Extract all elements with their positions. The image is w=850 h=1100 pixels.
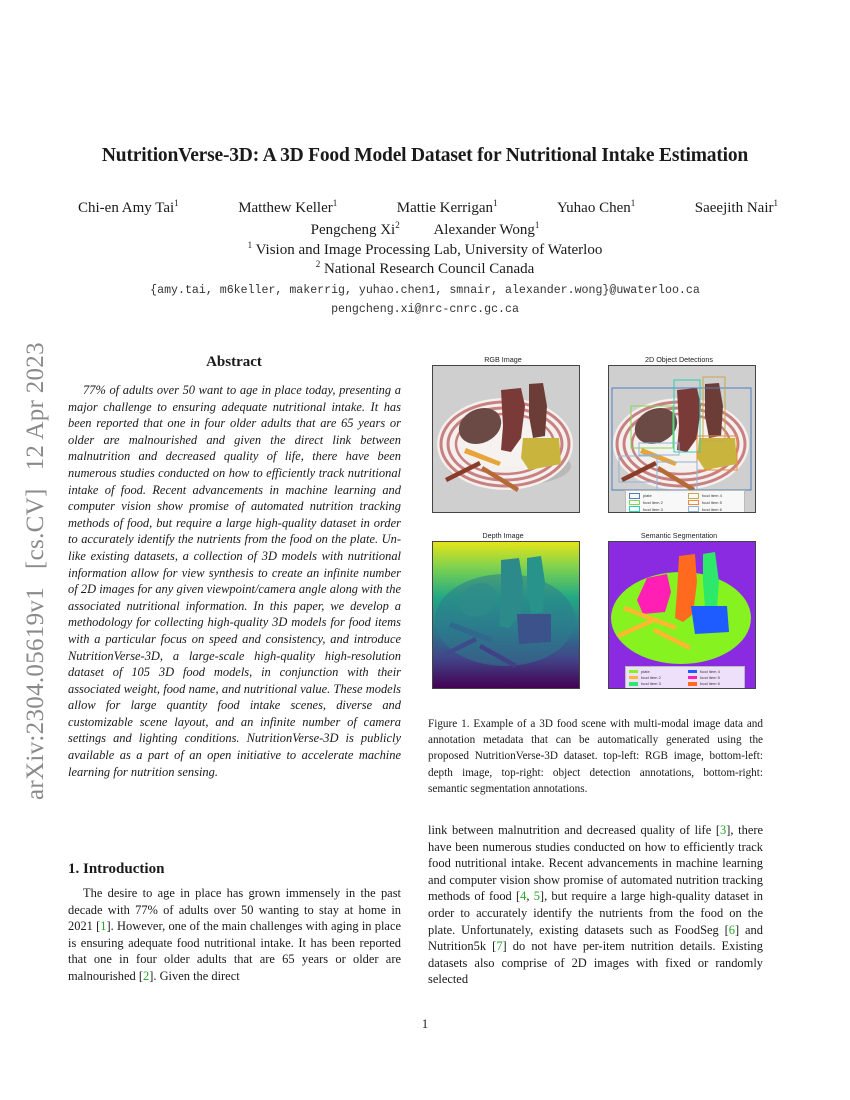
panel-title-rgb: RGB Image [484, 355, 522, 364]
abstract-heading: Abstract [206, 354, 262, 370]
panel-title-segmentation: Semantic Segmentation [640, 531, 718, 540]
panel-title-depth: Depth Image [482, 531, 524, 540]
author: Alexander Wong$^1$ [433, 220, 540, 238]
legend-item: food item 2 [629, 500, 682, 506]
introduction-paragraph-left: The desire to age in place has grown immensely in the past decade with 77% of adults over 50 wanting to stay at home in 2021 [1]. However, one of the main challenges with aging in place is ensuring adequate food nutritional intake. It has been reported that one in four older adults that are 65 years or older are malnourished [2]. Given the direct [68, 886, 401, 983]
depth-image [432, 541, 580, 689]
author-email: pengcheng.xi@nrc-cnrc.gc.ca [331, 303, 519, 316]
legend-item: food item 5 [688, 675, 741, 680]
citation-link[interactable]: 4 [520, 889, 527, 904]
citation-link[interactable]: 3 [720, 823, 727, 837]
citation-link[interactable]: 7 [496, 939, 503, 954]
detection-legend [625, 490, 745, 513]
citation-link[interactable]: 1 [100, 919, 107, 934]
legend-item: food item 4 [688, 669, 741, 674]
legend-item: plate [629, 493, 682, 499]
depth-map-illustration [433, 542, 579, 688]
author-emails: {amy.tai, m6keller, makerrig, yuhao.chen1, smnair, alexander.wong}@uwaterloo.ca [150, 284, 700, 297]
author: Yuhao Chen$^1$ [557, 198, 636, 216]
author: Mattie Kerrigan$^1$ [396, 198, 498, 216]
citation-link[interactable]: 2 [142, 968, 150, 983]
panel-title-detection: 2D Object Detections [645, 355, 713, 364]
legend-item: food item 6 [688, 681, 741, 686]
figure-1-caption: Figure 1. Example of a 3D food scene with multi-modal image data and annotation metadata that can be automatically generated using the proposed NutritionVerse-3D dataset. top-left: RGB image, bottom-left: depth image, top-right: object detection annotations, bottom-right: semantic segmentation annotations. [428, 718, 763, 795]
page-number: 1 [421, 1017, 429, 1031]
legend-item: food item 3 [629, 681, 682, 686]
legend-item: food item 6 [688, 506, 741, 512]
arxiv-date: 12 Apr 2023 [22, 342, 49, 471]
paper-title: NutritionVerse-3D: A 3D Food Model Dataset for Nutritional Intake Estimation [101, 145, 749, 166]
arxiv-category: [cs.CV] [22, 488, 49, 569]
legend-item: food item 2 [629, 675, 682, 680]
segmentation-image [608, 541, 756, 689]
author: Chi-en Amy Tai$^1$ [78, 198, 179, 216]
abstract-text: 77% of adults over 50 want to age in place today, presenting a major challenge to ensuring adequate nutritional intake. It has been reported that one in four older adults that are 65 years or older are malnourished and given the direct link between malnutrition and decreased quality of life, there have been numerous studies conducted on how to efficiently track nutritional intake of food. Recent advancements in machine learning and computer vision show promise of automated nutrition tracking methods of food, but require a large high-quality dataset in order to accurately identify the nutrients from the food on the plate. Unlike existing datasets, a collection of 3D models with nutritional information allow for view synthesis to create an infinite number of 2D images for any given viewpoint/camera angle along with the associated nutritional information. In this paper, we develop a methodology for collecting high-quality 3D models for food items with a particular focus on speed and consistency, and introduce NutritionVerse-3D, a large-scale high-quality high-resolution dataset of 105 3D food models, in conjunction with their associated weight, food name, and nutritional value. These models allow for large quantity food intake scenes, diverse and customizable scene layout, and an infinite number of camera settings and lighting conditions. NutritionVerse-3D is publicly available as a part of an open initiative to accelerate machine learning for nutrition sensing. [68, 383, 401, 779]
author: Matthew Keller$^1$ [238, 198, 338, 216]
author-list-row-1 [78, 200, 778, 217]
legend-item: food item 5 [688, 500, 741, 506]
detection-image [608, 365, 756, 513]
legend-item: plate [629, 669, 682, 674]
food-plate-illustration [433, 366, 579, 512]
segmentation-legend [625, 666, 745, 689]
legend-item: food item 4 [688, 493, 741, 499]
citation-link[interactable]: 5 [533, 889, 540, 904]
author-list-row-2 [0, 222, 850, 239]
arxiv-stamp [22, 342, 50, 800]
affiliation: $^2$ National Research Council Canada [315, 259, 535, 277]
author: Pengcheng Xi$^2$ [310, 220, 400, 238]
introduction-paragraph-right: link between malnutrition and decreased quality of life [3], there have been numerous studies conducted on how to efficiently track food nutritional intake. Recent advancements in machine learning and computer vision show promise of automated nutrition tracking methods of food [4, 5], but require a large high-quality dataset in order to accurately identify the nutrients from the food on the plate. Unfortunately, existing datasets such as FoodSeg [6] and Nutrition5k [7] do not have per-item nutrition details. Existing datasets also comprise of 2D images with fixed or randomly selected [428, 823, 764, 987]
legend-item: food item 3 [629, 506, 682, 512]
citation-link[interactable]: 6 [728, 922, 735, 937]
rgb-image [432, 365, 580, 513]
arxiv-id: arXiv:2304.05619v1 [22, 586, 49, 800]
section-heading-introduction: 1. Introduction [68, 861, 165, 877]
author: Saeejith Nair$^1$ [694, 198, 778, 216]
affiliation: $^1$ Vision and Image Processing Lab, University of Waterloo [247, 240, 603, 258]
